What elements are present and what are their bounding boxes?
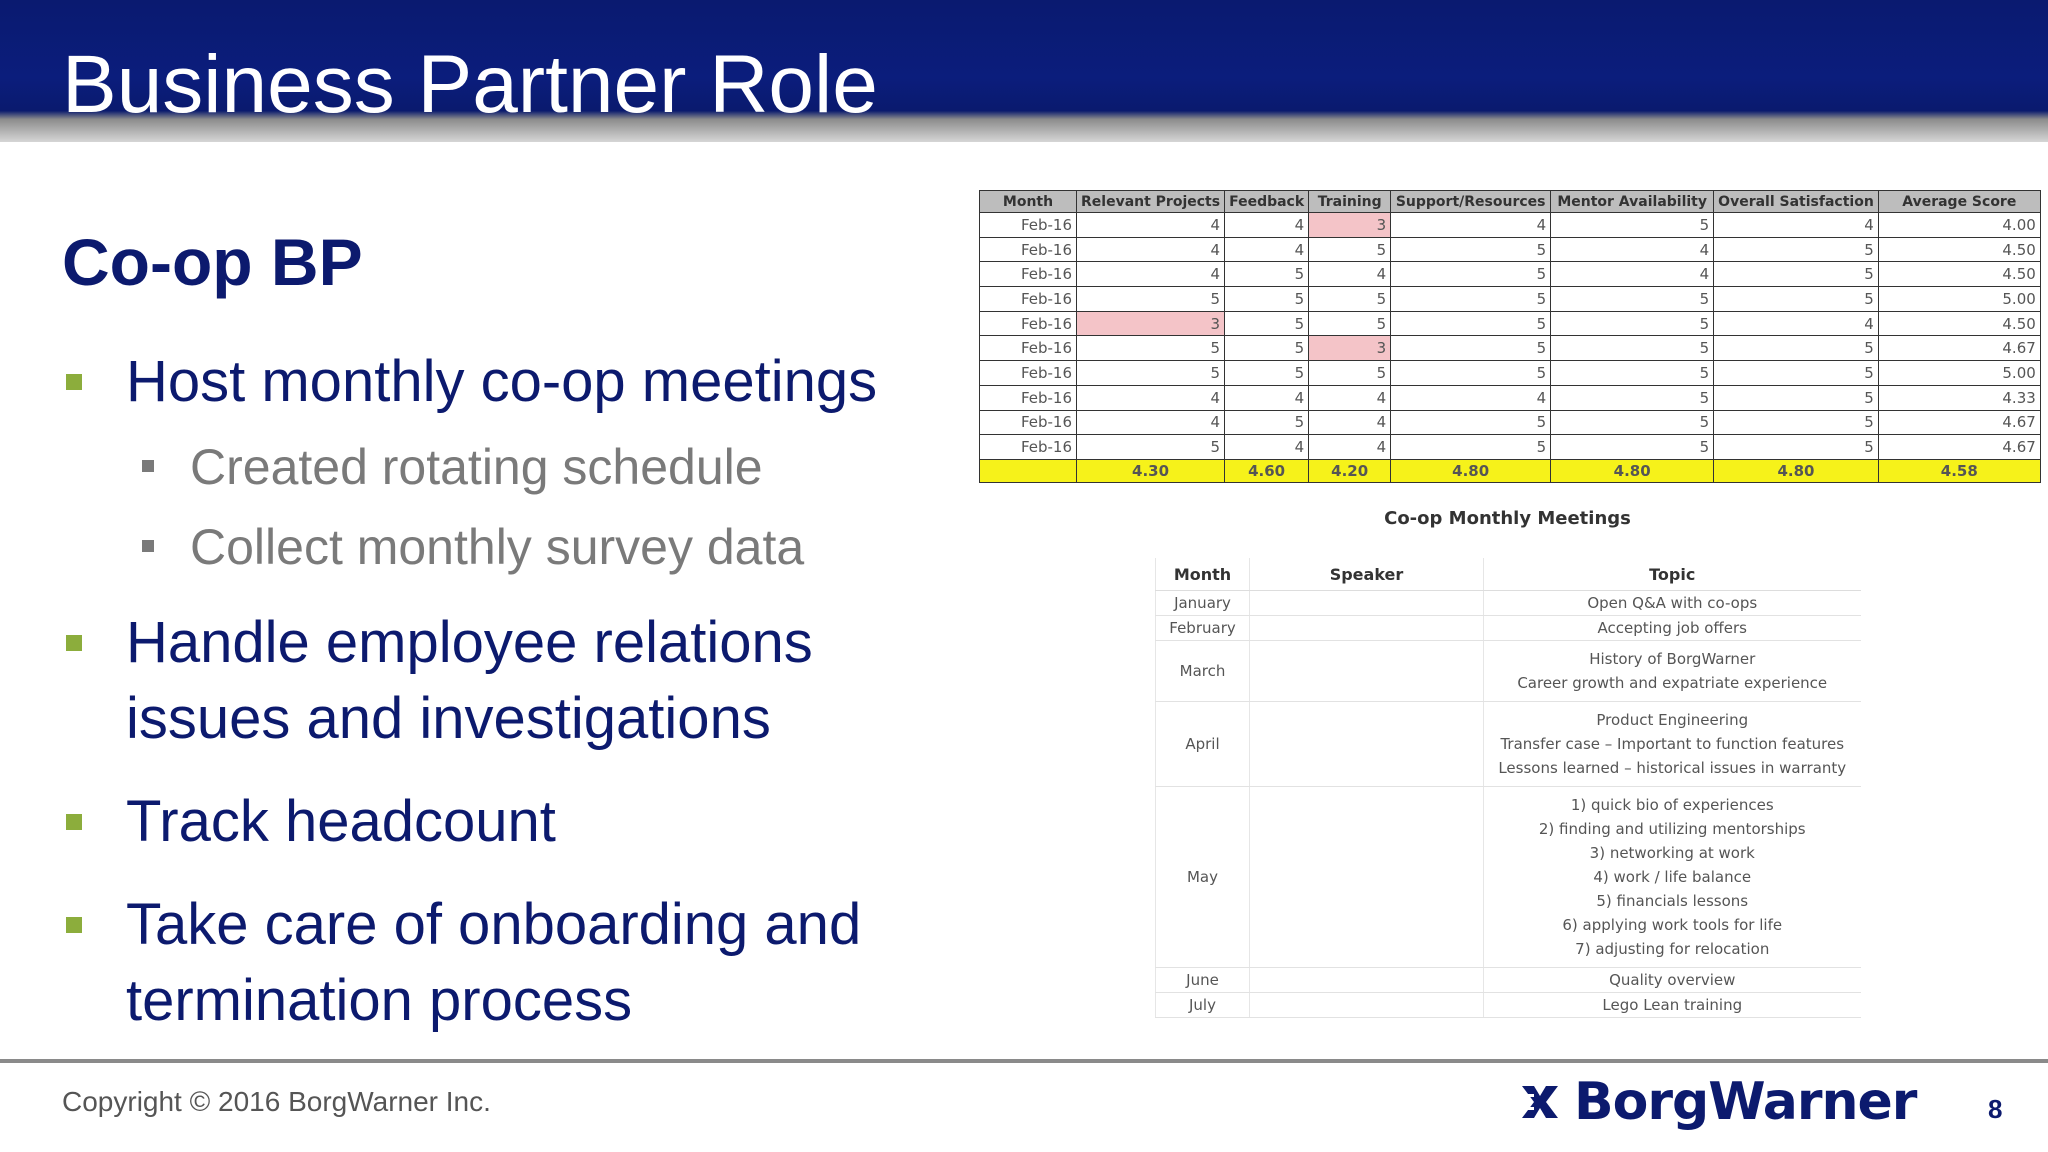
- survey-cell: 4.67: [1878, 410, 2040, 435]
- survey-cell: 4: [1309, 410, 1391, 435]
- survey-cell: Feb-16: [980, 336, 1077, 361]
- meetings-speaker-cell: [1250, 993, 1484, 1018]
- survey-cell: 5: [1551, 213, 1714, 238]
- survey-cell: 5: [1225, 311, 1309, 336]
- meetings-row: [1156, 616, 1861, 641]
- survey-cell: 4: [1309, 262, 1391, 287]
- footer-divider: [0, 1059, 2048, 1063]
- slide-title: Business Partner Role: [62, 39, 878, 130]
- meetings-topic-line: History of BorgWarner: [1589, 650, 1756, 668]
- logo-wordmark: BorgWarner: [1574, 1072, 1917, 1132]
- meetings-topic-line: 2) finding and utilizing mentorships: [1538, 820, 1806, 838]
- meetings-topic-line: Lessons learned – historical issues in warranty: [1498, 759, 1847, 777]
- survey-cell: Feb-16: [980, 213, 1077, 238]
- survey-cell: 5: [1391, 262, 1551, 287]
- meetings-topic-line: Open Q&A with co-ops: [1587, 594, 1758, 612]
- survey-cell: 4.50: [1878, 311, 2040, 336]
- survey-cell: 4.67: [1878, 336, 2040, 361]
- survey-cell: 4: [1391, 385, 1551, 410]
- borgwarner-logo-icon: [1520, 1082, 1560, 1122]
- meetings-speaker-cell: [1250, 591, 1484, 616]
- survey-cell: 4: [1225, 237, 1309, 262]
- survey-row: [980, 410, 2041, 435]
- survey-cell: 5: [1391, 237, 1551, 262]
- survey-cell: 4: [1714, 213, 1879, 238]
- meetings-row: [1156, 591, 1861, 616]
- survey-row: [980, 385, 2041, 410]
- survey-cell: 5.00: [1878, 287, 2040, 312]
- survey-cell: Feb-16: [980, 385, 1077, 410]
- survey-cell: 5: [1551, 435, 1714, 460]
- survey-cell: 5: [1391, 361, 1551, 386]
- survey-cell: Feb-16: [980, 237, 1077, 262]
- survey-cell: 4: [1551, 237, 1714, 262]
- survey-cell: 5: [1551, 361, 1714, 386]
- survey-cell: 5: [1225, 336, 1309, 361]
- copyright-text: Copyright © 2016 BorgWarner Inc.: [62, 1086, 491, 1117]
- square-bullet-icon: [66, 374, 82, 390]
- square-bullet-icon: [66, 917, 82, 933]
- survey-average-cell: 4.60: [1225, 459, 1309, 482]
- meetings-table-title: Co-op Monthly Meetings: [1384, 508, 1631, 529]
- survey-cell: 4.50: [1878, 262, 2040, 287]
- survey-cell: 3: [1077, 311, 1225, 336]
- meetings-topic-line: Product Engineering: [1596, 711, 1749, 729]
- meetings-speaker-cell: [1250, 616, 1484, 641]
- meetings-topic-line: Career growth and expatriate experience: [1517, 674, 1828, 692]
- sub-bullet-text: Created rotating schedule: [190, 439, 763, 495]
- survey-cell: 5.00: [1878, 361, 2040, 386]
- survey-cell: 4.00: [1878, 213, 2040, 238]
- sub-bullet-text: Collect monthly survey data: [190, 519, 805, 575]
- meetings-topic-cell: [1484, 641, 1861, 702]
- meetings-topic-line: 1) quick bio of experiences: [1570, 796, 1774, 814]
- survey-cell: 4: [1309, 385, 1391, 410]
- survey-cell: 5: [1714, 361, 1879, 386]
- survey-row: [980, 311, 2041, 336]
- meetings-topic-cell: [1484, 616, 1861, 641]
- survey-cell: 5: [1391, 311, 1551, 336]
- survey-cell: 5: [1225, 287, 1309, 312]
- survey-row: [980, 237, 2041, 262]
- survey-cell: 4.67: [1878, 435, 2040, 460]
- survey-cell: 4: [1077, 237, 1225, 262]
- meetings-month-cell: February: [1156, 616, 1250, 641]
- company-logo: [1520, 1072, 1916, 1132]
- survey-cell: 4.33: [1878, 385, 2040, 410]
- meetings-speaker-cell: [1250, 641, 1484, 702]
- survey-cell: 3: [1309, 213, 1391, 238]
- meetings-row: [1156, 968, 1861, 993]
- survey-cell: Feb-16: [980, 287, 1077, 312]
- survey-row: [980, 213, 2041, 238]
- section-heading: Co-op BP: [62, 225, 363, 299]
- square-bullet-icon: [142, 540, 154, 552]
- survey-cell: 5: [1551, 410, 1714, 435]
- survey-cell: 4: [1077, 213, 1225, 238]
- survey-cell: 4: [1551, 262, 1714, 287]
- bullet-text: Track headcount: [126, 789, 556, 854]
- meetings-header-cell: Topic: [1484, 558, 1861, 591]
- meetings-header-cell: Month: [1156, 558, 1250, 591]
- meetings-topic-cell: [1484, 787, 1861, 968]
- survey-cell: 5: [1391, 336, 1551, 361]
- meetings-month-cell: June: [1156, 968, 1250, 993]
- survey-cell: 5: [1714, 262, 1879, 287]
- meetings-topic-line: 3) networking at work: [1589, 844, 1755, 862]
- survey-cell: 5: [1077, 336, 1225, 361]
- survey-header-cell: Overall Satisfaction: [1714, 191, 1879, 213]
- meetings-topic-line: 5) financials lessons: [1596, 892, 1749, 910]
- survey-header-cell: Average Score: [1878, 191, 2040, 213]
- survey-header-cell: Feedback: [1225, 191, 1309, 213]
- title-bar: [0, 0, 2048, 142]
- survey-cell: 5: [1225, 410, 1309, 435]
- meetings-row: [1156, 702, 1861, 787]
- survey-cell: 5: [1551, 385, 1714, 410]
- survey-average-cell: 4.58: [1878, 459, 2040, 482]
- meetings-month-cell: May: [1156, 787, 1250, 968]
- survey-average-cell: [980, 459, 1077, 482]
- survey-cell: Feb-16: [980, 262, 1077, 287]
- meetings-topic-cell: [1484, 993, 1861, 1018]
- meetings-topic-cell: [1484, 702, 1861, 787]
- meetings-month-cell: January: [1156, 591, 1250, 616]
- survey-cell: 5: [1714, 435, 1879, 460]
- survey-row: [980, 435, 2041, 460]
- survey-row: [980, 262, 2041, 287]
- meetings-month-cell: March: [1156, 641, 1250, 702]
- meetings-speaker-cell: [1250, 702, 1484, 787]
- survey-cell: 4.50: [1878, 237, 2040, 262]
- square-bullet-icon: [66, 814, 82, 830]
- survey-cell: 5: [1225, 361, 1309, 386]
- meetings-topic-cell: [1484, 968, 1861, 993]
- survey-cell: 4: [1225, 435, 1309, 460]
- survey-cell: 5: [1391, 287, 1551, 312]
- survey-cell: 4: [1309, 435, 1391, 460]
- meetings-topic-line: Lego Lean training: [1602, 996, 1743, 1014]
- survey-cell: 5: [1391, 410, 1551, 435]
- survey-cell: 4: [1391, 213, 1551, 238]
- survey-header-cell: Month: [980, 191, 1077, 213]
- meetings-header-cell: Speaker: [1250, 558, 1484, 591]
- meetings-table: [1155, 558, 1861, 1018]
- survey-cell: 4: [1714, 311, 1879, 336]
- survey-row: [980, 287, 2041, 312]
- survey-header-cell: Relevant Projects: [1077, 191, 1225, 213]
- survey-cell: 5: [1714, 336, 1879, 361]
- survey-cell: Feb-16: [980, 361, 1077, 386]
- meetings-topic-line: Accepting job offers: [1597, 619, 1747, 637]
- survey-cell: 4: [1077, 385, 1225, 410]
- survey-cell: 4: [1225, 385, 1309, 410]
- survey-cell: 5: [1077, 287, 1225, 312]
- meetings-speaker-cell: [1250, 787, 1484, 968]
- bullet-text: Handle employee relations: [126, 610, 813, 675]
- survey-cell: 5: [1714, 385, 1879, 410]
- meetings-topic-line: 7) adjusting for relocation: [1575, 940, 1770, 958]
- survey-cell: 5: [1714, 237, 1879, 262]
- survey-average-cell: 4.80: [1391, 459, 1551, 482]
- bullet-text: termination process: [126, 968, 633, 1033]
- meetings-topic-line: 6) applying work tools for life: [1562, 916, 1783, 934]
- meetings-month-cell: April: [1156, 702, 1250, 787]
- survey-cell: 5: [1077, 435, 1225, 460]
- survey-cell: Feb-16: [980, 311, 1077, 336]
- survey-header-cell: Training: [1309, 191, 1391, 213]
- meetings-row: [1156, 787, 1861, 968]
- survey-cell: Feb-16: [980, 410, 1077, 435]
- survey-cell: 5: [1391, 435, 1551, 460]
- survey-average-cell: 4.80: [1551, 459, 1714, 482]
- survey-cell: 5: [1309, 361, 1391, 386]
- bullet-text: Take care of onboarding and: [126, 892, 862, 957]
- survey-average-cell: 4.20: [1309, 459, 1391, 482]
- survey-average-cell: 4.30: [1077, 459, 1225, 482]
- survey-cell: 5: [1714, 410, 1879, 435]
- meetings-row: [1156, 641, 1861, 702]
- survey-cell: 5: [1551, 336, 1714, 361]
- survey-score-table: [979, 190, 2041, 483]
- survey-cell: 5: [1309, 287, 1391, 312]
- meetings-topic-cell: [1484, 591, 1861, 616]
- bullet-text: issues and investigations: [126, 686, 771, 751]
- square-bullet-icon: [142, 460, 154, 472]
- meetings-row: [1156, 993, 1861, 1018]
- survey-cell: Feb-16: [980, 435, 1077, 460]
- survey-row: [980, 336, 2041, 361]
- survey-cell: 5: [1225, 262, 1309, 287]
- survey-cell: 5: [1309, 237, 1391, 262]
- survey-cell: 5: [1714, 287, 1879, 312]
- survey-average-row: [980, 459, 2041, 482]
- survey-average-cell: 4.80: [1714, 459, 1879, 482]
- page-number: 8: [1988, 1094, 2003, 1124]
- meetings-speaker-cell: [1250, 968, 1484, 993]
- meetings-topic-line: Transfer case – Important to function features: [1500, 735, 1845, 753]
- survey-header-cell: Support/Resources: [1391, 191, 1551, 213]
- meetings-topic-line: 4) work / life balance: [1593, 868, 1752, 886]
- survey-cell: 4: [1077, 262, 1225, 287]
- meetings-topic-line: Quality overview: [1609, 971, 1736, 989]
- survey-cell: 5: [1077, 361, 1225, 386]
- survey-cell: 4: [1077, 410, 1225, 435]
- survey-row: [980, 361, 2041, 386]
- survey-cell: 4: [1225, 213, 1309, 238]
- survey-cell: 5: [1309, 311, 1391, 336]
- bullet-text: Host monthly co-op meetings: [126, 349, 878, 414]
- square-bullet-icon: [66, 635, 82, 651]
- survey-cell: 5: [1551, 287, 1714, 312]
- survey-header-cell: Mentor Availability: [1551, 191, 1714, 213]
- survey-cell: 5: [1551, 311, 1714, 336]
- survey-cell: 3: [1309, 336, 1391, 361]
- meetings-month-cell: July: [1156, 993, 1250, 1018]
